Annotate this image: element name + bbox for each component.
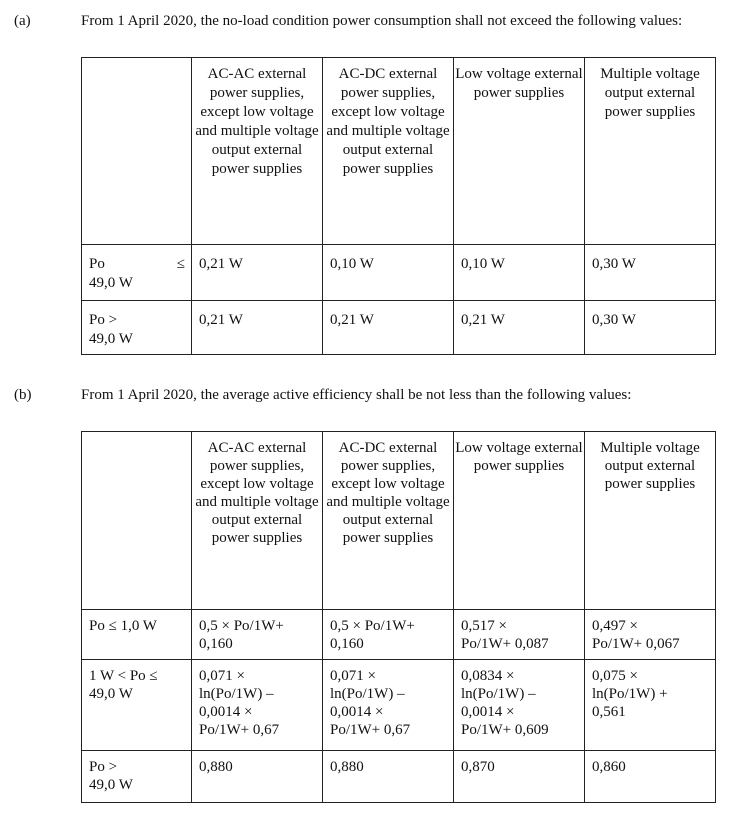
header-multiple-voltage: Multiple voltage output external power supplies bbox=[585, 432, 716, 610]
row-label bbox=[82, 245, 192, 301]
value-cell: 0,870 bbox=[454, 751, 585, 803]
table-row bbox=[82, 245, 716, 301]
header-cell-empty bbox=[82, 58, 192, 245]
row-label-line2: 49,0 W bbox=[89, 275, 133, 291]
value-cell: 0,860 bbox=[585, 751, 716, 803]
row-label: Po > 49,0 W bbox=[82, 301, 192, 355]
part-b-label: (b) bbox=[14, 387, 32, 403]
row-label: 1 W < Po ≤ 49,0 W bbox=[82, 660, 192, 751]
part-b-intro: From 1 April 2020, the average active efficiency shall be not less than the following values: bbox=[81, 387, 632, 403]
part-a-intro: From 1 April 2020, the no-load condition power consumption shall not exceed the following values: bbox=[81, 13, 683, 29]
table-row bbox=[82, 610, 716, 660]
value-cell: 0,5 × Po/1W+ 0,160 bbox=[192, 610, 323, 660]
table-header-row bbox=[82, 432, 716, 610]
table-row bbox=[82, 301, 716, 355]
header-ac-ac: AC-AC external power supplies, except low voltage and multiple voltage output external power supplies bbox=[192, 432, 323, 610]
table-row bbox=[82, 751, 716, 803]
table-header-row bbox=[82, 58, 716, 245]
value-cell: 0,30 W bbox=[585, 245, 716, 301]
value-cell: 0,880 bbox=[192, 751, 323, 803]
average-efficiency-table bbox=[81, 431, 716, 803]
header-ac-ac: AC-AC external power supplies, except low voltage and multiple voltage output external power supplies bbox=[192, 58, 323, 245]
value-cell: 0,071 × ln(Po/1W) – 0,0014 × Po/1W+ 0,67 bbox=[323, 660, 454, 751]
part-a-label: (a) bbox=[14, 13, 31, 29]
no-load-power-table bbox=[81, 57, 716, 355]
header-low-voltage: Low voltage external power supplies bbox=[454, 432, 585, 610]
header-ac-dc: AC-DC external power supplies, except low voltage and multiple voltage output external power supplies bbox=[323, 432, 454, 610]
row-label: Po ≤ 1,0 W bbox=[82, 610, 192, 660]
header-cell-empty bbox=[82, 432, 192, 610]
value-cell: 0,21 W bbox=[192, 301, 323, 355]
value-cell: 0,880 bbox=[323, 751, 454, 803]
value-cell: 0,21 W bbox=[323, 301, 454, 355]
value-cell: 0,5 × Po/1W+ 0,160 bbox=[323, 610, 454, 660]
value-cell: 0,30 W bbox=[585, 301, 716, 355]
value-cell: 0,21 W bbox=[454, 301, 585, 355]
value-cell: 0,10 W bbox=[323, 245, 454, 301]
header-ac-dc: AC-DC external power supplies, except low voltage and multiple voltage output external power supplies bbox=[323, 58, 454, 245]
value-cell: 0,10 W bbox=[454, 245, 585, 301]
value-cell: 0,517 × Po/1W+ 0,087 bbox=[454, 610, 585, 660]
header-multiple-voltage: Multiple voltage output external power supplies bbox=[585, 58, 716, 245]
row-label: Po > 49,0 W bbox=[82, 751, 192, 803]
header-low-voltage: Low voltage external power supplies bbox=[454, 58, 585, 245]
table-row bbox=[82, 660, 716, 751]
value-cell: 0,071 × ln(Po/1W) – 0,0014 × Po/1W+ 0,67 bbox=[192, 660, 323, 751]
value-cell: 0,21 W bbox=[192, 245, 323, 301]
value-cell: 0,075 × ln(Po/1W) + 0,561 bbox=[585, 660, 716, 751]
value-cell: 0,497 × Po/1W+ 0,067 bbox=[585, 610, 716, 660]
row-label-left: Po bbox=[89, 256, 105, 272]
row-label-symbol: ≤ bbox=[176, 256, 185, 272]
value-cell: 0,0834 × ln(Po/1W) – 0,0014 × Po/1W+ 0,609 bbox=[454, 660, 585, 751]
